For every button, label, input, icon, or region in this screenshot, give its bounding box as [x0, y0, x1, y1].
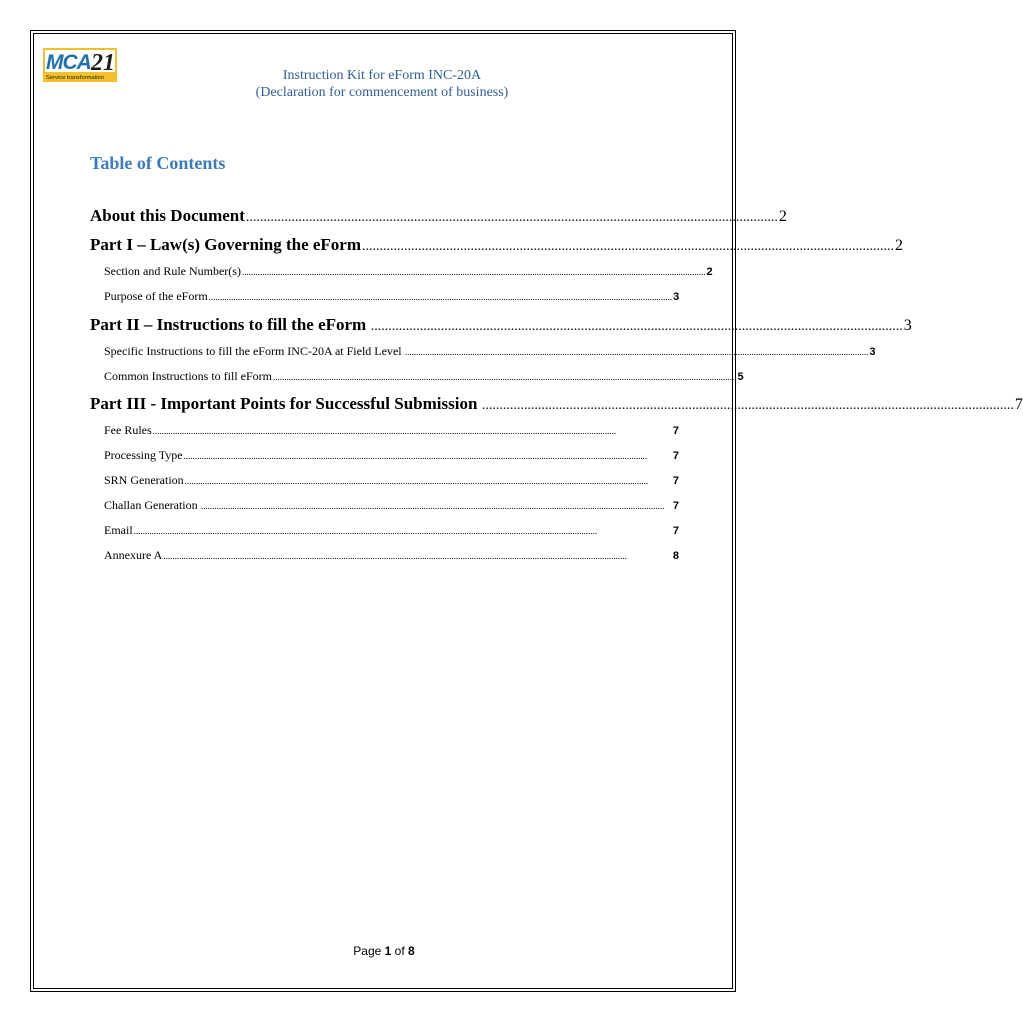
- toc-entry-srn-generation[interactable]: [104, 473, 679, 490]
- toc-entry-label: Common Instructions to fill eForm: [104, 369, 272, 383]
- footer-total-pages: 8: [408, 944, 415, 958]
- toc-entry-part-2[interactable]: [90, 315, 912, 337]
- toc-entry-processing-type[interactable]: [104, 448, 679, 465]
- footer-page-word: Page: [353, 944, 382, 958]
- toc-leader-dots: ........................................................................................................................................................: [245, 210, 778, 225]
- toc-entry-label: Part II – Instructions to fill the eForm: [90, 315, 367, 334]
- toc-page-number: 8: [672, 550, 679, 562]
- toc-page-number: 5: [737, 371, 744, 383]
- toc-leader-dots: ..............................................................................................................................................................................................................: [273, 372, 737, 382]
- footer-of-word: of: [394, 944, 405, 958]
- toc-entry-annexure-a[interactable]: [104, 548, 679, 565]
- toc-leader-dots: ........................................................................................................................................................: [362, 239, 895, 254]
- toc-page-number: 7: [672, 500, 679, 512]
- toc-entry-label: Processing Type: [104, 448, 183, 462]
- toc-entry-label: Email: [104, 523, 133, 537]
- svg-text:MCA: MCA: [46, 51, 91, 74]
- toc-entry-label: About this Document: [90, 206, 245, 225]
- toc-entry-section-rule[interactable]: [104, 264, 713, 281]
- toc-leader-dots: ..............................................................................................................................................................................................................: [198, 501, 665, 511]
- toc-entry-email[interactable]: [104, 523, 679, 540]
- toc-leader-dots: ..............................................................................................................................................................................................................: [152, 426, 617, 436]
- toc-page-number: 3: [869, 346, 876, 358]
- toc-page-number: 2: [778, 208, 787, 225]
- svg-text:21: 21: [91, 50, 115, 76]
- toc-leader-dots: ..............................................................................................................................................................................................................: [183, 451, 648, 461]
- footer-current-page: 1: [384, 944, 392, 958]
- toc-entry-label: Specific Instructions to fill the eForm INC-20A at Field Level: [104, 344, 402, 358]
- toc-page-number: 2: [706, 266, 713, 278]
- toc-page-number: 7: [672, 475, 679, 487]
- toc-leader-dots: ..............................................................................................................................................................................................................: [208, 292, 673, 302]
- toc-leader-dots: ........................................................................................................................................................: [478, 398, 1014, 413]
- toc-page-number: 7: [672, 425, 679, 437]
- toc-entry-about[interactable]: [90, 206, 787, 228]
- toc-leader-dots: ........................................................................................................................................................: [367, 319, 903, 334]
- toc-entry-label: Part III - Important Points for Successful Submission: [90, 394, 478, 413]
- toc-entry-label: Challan Generation: [104, 498, 198, 512]
- toc-entry-fee-rules[interactable]: [104, 423, 679, 440]
- toc-entry-label: Part I – Law(s) Governing the eForm: [90, 235, 362, 254]
- header-subtitle: (Declaration for commencement of business): [255, 85, 509, 100]
- toc-leader-dots: ..............................................................................................................................................................................................................: [402, 347, 869, 357]
- toc-page-number: 7: [1014, 396, 1023, 413]
- toc-entry-common-instructions[interactable]: [104, 369, 744, 386]
- toc-leader-dots: ..............................................................................................................................................................................................................: [241, 267, 706, 277]
- toc-leader-dots: ..............................................................................................................................................................................................................: [133, 526, 598, 536]
- toc-entry-specific-instructions[interactable]: [104, 344, 876, 361]
- toc-entry-purpose[interactable]: [104, 289, 679, 306]
- toc-entry-challan-generation[interactable]: [104, 498, 679, 515]
- toc-page-number: 2: [895, 237, 904, 254]
- toc-entry-part-3[interactable]: [90, 394, 1023, 416]
- toc-entry-label: Purpose of the eForm: [104, 289, 208, 303]
- toc-title: Table of Contents: [90, 153, 226, 173]
- toc-leader-dots: ..............................................................................................................................................................................................................: [163, 551, 627, 561]
- toc-entry-label: Section and Rule Number(s): [104, 264, 241, 278]
- toc-entry-label: Fee Rules: [104, 423, 152, 437]
- document-header: [170, 67, 594, 101]
- toc-page-number: 3: [903, 317, 912, 334]
- mca21-logo: [43, 48, 117, 82]
- toc-page-number: 7: [672, 450, 679, 462]
- toc-entry-label: SRN Generation: [104, 473, 184, 487]
- toc-leader-dots: ..............................................................................................................................................................................................................: [184, 476, 649, 486]
- toc-entry-label: Annexure A: [104, 548, 163, 562]
- toc-entry-part-1[interactable]: [90, 235, 904, 257]
- header-title: Instruction Kit for eForm INC-20A: [282, 68, 482, 83]
- toc-page-number: 7: [672, 525, 679, 537]
- toc-page-number: 3: [673, 291, 680, 303]
- page-footer: [0, 944, 768, 958]
- logo-tagline: Service transformation: [46, 75, 104, 81]
